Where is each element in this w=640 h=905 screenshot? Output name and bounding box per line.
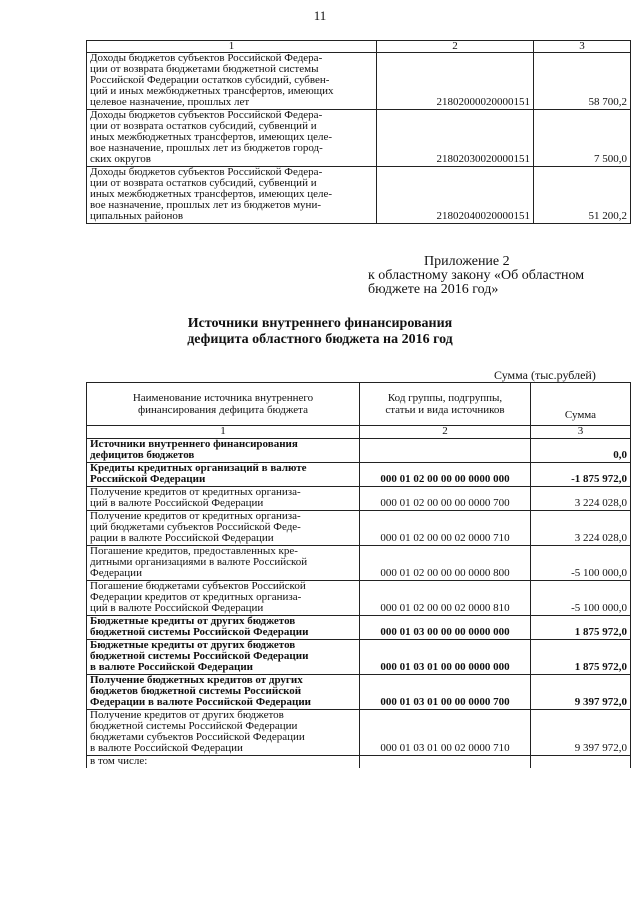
- source-name: [87, 675, 360, 710]
- header-code-line: Код группы, подгруппы,: [387, 391, 503, 404]
- page-number: 11: [313, 8, 327, 23]
- document-title-line: дефицита областного бюджета на 2016 год: [187, 332, 453, 347]
- header-name: [87, 383, 360, 426]
- description-line: иных межбюджетных трансфертов, имеющих целе-: [90, 188, 333, 200]
- source-amount: 3 224 028,0: [531, 487, 631, 511]
- header-name-line: Наименование источника внутреннего: [132, 391, 314, 404]
- header-col-1: 1: [87, 41, 377, 53]
- source-name: [87, 710, 360, 756]
- source-name-line: Погашение бюджетами субъектов Российской: [90, 580, 306, 592]
- source-name-line: Бюджетные кредиты от других бюджетов: [90, 615, 296, 627]
- financing-row: [87, 640, 631, 675]
- header-amount: Сумма: [531, 383, 631, 426]
- source-name-line: бюджетов бюджетной системы Российской: [90, 685, 302, 697]
- source-name-line: Погашение кредитов, предоставленных кре-: [90, 545, 298, 557]
- source-code: [360, 439, 531, 463]
- income-description: [87, 167, 377, 224]
- column-number: 1: [87, 426, 360, 439]
- source-amount: -1 875 972,0: [531, 463, 631, 487]
- income-amount: 51 200,2: [534, 167, 631, 224]
- source-name: [87, 640, 360, 675]
- column-numbers-row: [87, 426, 631, 439]
- source-code: 000 01 03 00 00 00 0000 000: [360, 616, 531, 640]
- financing-row: [87, 616, 631, 640]
- header-col-3: 3: [534, 41, 631, 53]
- source-name-line: бюджетной системы Российской Федерации: [90, 626, 309, 638]
- source-name-line: Российской Федерации: [90, 473, 206, 485]
- source-code: 000 01 02 00 00 00 0000 700: [360, 487, 531, 511]
- description-line: ципальных районов: [90, 210, 184, 222]
- source-code: 000 01 02 00 00 00 0000 000: [360, 463, 531, 487]
- source-name: [87, 487, 360, 511]
- source-name-line: бюджетной системы Российской Федерации: [90, 720, 298, 732]
- income-code: 21802030020000151: [377, 110, 534, 167]
- source-code: 000 01 03 01 00 00 0000 700: [360, 675, 531, 710]
- document-title: [0, 316, 640, 348]
- source-name: [87, 439, 360, 463]
- source-name-line: Получение кредитов от кредитных организа-: [90, 486, 301, 498]
- appendix-title: Приложение 2: [424, 254, 510, 269]
- source-name-line: Получение бюджетных кредитов от других: [90, 674, 303, 686]
- financing-row: [87, 439, 631, 463]
- column-number: 2: [360, 426, 531, 439]
- source-name-line: Источники внутреннего финансирования: [90, 438, 298, 450]
- amount-unit-caption: Сумма (тыс.рублей): [494, 368, 596, 382]
- income-row: [87, 110, 631, 167]
- description-line: ции от возврата остатков субсидий, субвенций и: [90, 120, 317, 132]
- column-number: 3: [531, 426, 631, 439]
- description-line: Доходы бюджетов субъектов Российской Федера-: [90, 52, 323, 64]
- income-code: 21802040020000151: [377, 167, 534, 224]
- source-name-line: Бюджетные кредиты от других бюджетов: [90, 639, 296, 651]
- financing-table-header: [87, 383, 631, 426]
- financing-sources-table: [86, 382, 631, 768]
- appendix-caption: [368, 255, 618, 297]
- source-name: [87, 616, 360, 640]
- description-line: вое назначение, прошлых лет из бюджетов муни-: [90, 199, 321, 211]
- header-col-2: 2: [377, 41, 534, 53]
- source-name-line: Получение кредитов от других бюджетов: [90, 709, 284, 721]
- source-amount: 1 875 972,0: [531, 640, 631, 675]
- source-amount: 0,0: [531, 439, 631, 463]
- income-table: [86, 40, 631, 224]
- description-line: ции от возврата бюджетами бюджетной системы: [90, 63, 319, 75]
- description-line: ций и иных межбюджетных трансфертов, имеющих: [90, 85, 334, 97]
- income-table-body: [87, 41, 631, 224]
- source-code: [360, 756, 531, 769]
- income-table-header: [87, 41, 631, 53]
- source-name-line: бюджетной системы Российской Федерации: [90, 650, 309, 662]
- source-name-line: дефицитов бюджетов: [90, 449, 195, 461]
- income-description: [87, 110, 377, 167]
- source-name-line: в валюте Российской Федерации: [90, 661, 254, 673]
- source-name-line: в валюте Российской Федерации: [90, 742, 243, 754]
- source-name-line: Федерации: [90, 567, 142, 579]
- header-code-line: статьи и вида источников: [385, 403, 505, 416]
- source-amount: -5 100 000,0: [531, 581, 631, 616]
- source-name-line: Федерации в валюте Российской Федерации: [90, 696, 312, 708]
- source-name: [87, 581, 360, 616]
- financing-row: [87, 675, 631, 710]
- appendix-line: к областному закону «Об областном: [368, 268, 585, 283]
- source-name-line: дитными организациями в валюте Российской: [90, 556, 308, 568]
- financing-row: [87, 546, 631, 581]
- financing-row: [87, 710, 631, 756]
- income-row: [87, 167, 631, 224]
- description-line: Доходы бюджетов субъектов Российской Федера-: [90, 166, 323, 178]
- income-amount: 7 500,0: [534, 110, 631, 167]
- source-name-line: ций бюджетами субъектов Российской Феде-: [90, 521, 301, 533]
- document-title-line: Источники внутреннего финансирования: [187, 316, 453, 331]
- financing-row: [87, 581, 631, 616]
- source-amount: 9 397 972,0: [531, 710, 631, 756]
- description-line: Доходы бюджетов субъектов Российской Федера-: [90, 109, 323, 121]
- financing-row: [87, 487, 631, 511]
- source-name-line: Федерации кредитов от кредитных организа-: [90, 591, 302, 603]
- income-row: [87, 53, 631, 110]
- financing-row: [87, 511, 631, 546]
- source-code: 000 01 03 01 00 02 0000 710: [360, 710, 531, 756]
- source-name-line: Кредиты кредитных организаций в валюте: [90, 462, 307, 474]
- financing-table-body: [87, 383, 631, 769]
- source-name: [87, 546, 360, 581]
- financing-row: [87, 756, 631, 769]
- source-code: 000 01 03 01 00 00 0000 000: [360, 640, 531, 675]
- income-amount: 58 700,2: [534, 53, 631, 110]
- source-name-line: Получение кредитов от кредитных организа-: [90, 510, 301, 522]
- source-name-line: рации в валюте Российской Федерации: [90, 532, 274, 544]
- source-amount: 9 397 972,0: [531, 675, 631, 710]
- description-line: Российской Федерации остатков субсидий, субвен-: [90, 74, 330, 86]
- description-line: вое назначение, прошлых лет из бюджетов город-: [90, 142, 323, 154]
- appendix-line: бюджете на 2016 год»: [368, 282, 499, 297]
- source-name: [87, 463, 360, 487]
- source-amount: [531, 756, 631, 769]
- source-amount: 3 224 028,0: [531, 511, 631, 546]
- source-name: [87, 511, 360, 546]
- source-name: [87, 756, 360, 769]
- source-amount: -5 100 000,0: [531, 546, 631, 581]
- description-line: ских округов: [90, 153, 151, 165]
- description-line: целевое назначение, прошлых лет: [90, 96, 250, 108]
- description-line: иных межбюджетных трансфертов, имеющих целе-: [90, 131, 333, 143]
- source-amount: 1 875 972,0: [531, 616, 631, 640]
- source-name-line: ций в валюте Российской Федерации: [90, 497, 264, 509]
- source-code: 000 01 02 00 00 02 0000 810: [360, 581, 531, 616]
- header-name-line: финансирования дефицита бюджета: [138, 403, 308, 416]
- income-description: [87, 53, 377, 110]
- source-code: 000 01 02 00 00 00 0000 800: [360, 546, 531, 581]
- source-name-line: ций в валюте Российской Федерации: [90, 602, 264, 614]
- source-name-line: бюджетами субъектов Российской Федерации: [90, 731, 305, 743]
- source-name-line: в том числе:: [90, 755, 148, 767]
- source-code: 000 01 02 00 00 02 0000 710: [360, 511, 531, 546]
- description-line: ции от возврата остатков субсидий, субвенций и: [90, 177, 317, 189]
- income-code: 21802000020000151: [377, 53, 534, 110]
- header-code: [360, 383, 531, 426]
- financing-row: [87, 463, 631, 487]
